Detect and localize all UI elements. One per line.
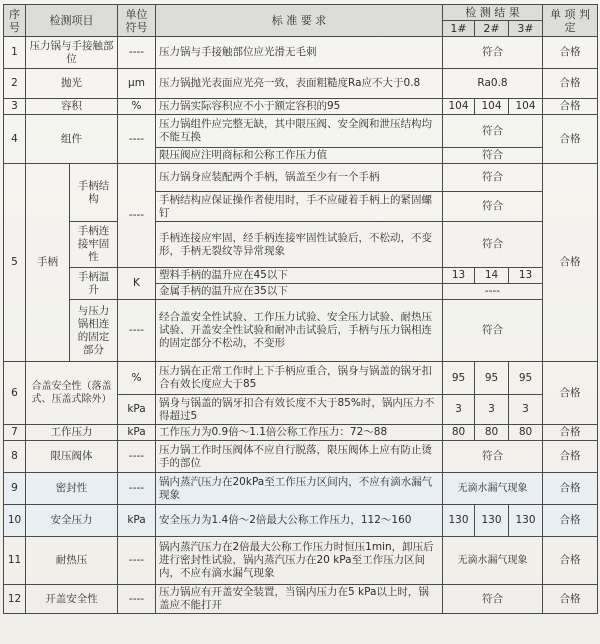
requirement-cell: 压力锅应有开盖安全装置，当锅内压力在5 kPa以上时，锅盖应不能打开: [156, 585, 443, 614]
result-1-cell: 3: [443, 395, 475, 425]
result-cell: ----: [443, 284, 543, 300]
result-3-cell: 3: [509, 395, 543, 425]
result-cell: 符合: [443, 222, 543, 268]
result-2-cell: 3: [475, 395, 509, 425]
table-row: [4, 222, 598, 268]
unit-cell: ----: [118, 164, 156, 268]
requirement-cell: 锅内蒸汽压力在2倍最大公称工作压力时恒压1min，卸压后进行密封性试验，锅内蒸汽压力在20 kPa至工作压力区间内，不应有滴水漏气现象: [156, 537, 443, 585]
group-label: 手柄: [26, 164, 70, 362]
unit-cell: kPa: [118, 505, 156, 537]
unit-cell: %: [118, 362, 156, 395]
verdict-cell: 合格: [543, 505, 598, 537]
table-row: [4, 115, 598, 148]
unit-cell: K: [118, 268, 156, 300]
table-row: [4, 300, 598, 362]
result-1-cell: 130: [443, 505, 475, 537]
result-1-cell: 104: [443, 99, 475, 115]
seq-cell: 9: [4, 473, 26, 505]
verdict-cell: 合格: [543, 362, 598, 425]
unit-cell: kPa: [118, 425, 156, 441]
requirement-cell: 压力锅组件应完整无缺，其中限压阀、安全阀和泄压结构均不能互换: [156, 115, 443, 148]
result-cell: 符合: [443, 37, 543, 69]
result-cell: 符合: [443, 192, 543, 222]
requirement-cell: 压力锅实际容积应不小于额定容积的95: [156, 99, 443, 115]
seq-cell: 2: [4, 69, 26, 99]
result-cell: 无滴水漏气现象: [443, 473, 543, 505]
item-cell: 压力锅与手接触部位: [26, 37, 118, 69]
requirement-cell: 工作压力为0.9倍～1.1倍公称工作压力：72～88: [156, 425, 443, 441]
item-cell: 手柄连接牢固性: [70, 222, 118, 268]
table-row: [4, 537, 598, 585]
seq-cell: 3: [4, 99, 26, 115]
verdict-cell: 合格: [543, 37, 598, 69]
requirement-cell: 手柄结构应保证操作者使用时，手不应碰着手柄上的紧固螺钉: [156, 192, 443, 222]
seq-cell: 4: [4, 115, 26, 164]
verdict-cell: 合格: [543, 115, 598, 164]
unit-cell: kPa: [118, 395, 156, 425]
result-cell: 符合: [443, 115, 543, 148]
verdict-cell: 合格: [543, 441, 598, 473]
result-3-cell: 95: [509, 362, 543, 395]
verdict-cell: 合格: [543, 99, 598, 115]
result-1-cell: 80: [443, 425, 475, 441]
table-row: [4, 268, 598, 284]
col-r2-header: 2#: [475, 21, 509, 37]
item-cell: 合盖安全性（落盖式、压盖式除外）: [26, 362, 118, 425]
verdict-cell: 合格: [543, 537, 598, 585]
item-cell: 耐热压: [26, 537, 118, 585]
verdict-cell: 合格: [543, 585, 598, 614]
result-cell: 符合: [443, 148, 543, 164]
unit-cell: μm: [118, 69, 156, 99]
requirement-cell: 压力锅与手接触部位应光滑无毛刺: [156, 37, 443, 69]
verdict-cell: 合格: [543, 473, 598, 505]
item-cell: 手柄温升: [70, 268, 118, 300]
item-cell: 工作压力: [26, 425, 118, 441]
unit-cell: ----: [118, 300, 156, 362]
table-row: [4, 99, 598, 115]
seq-cell: 6: [4, 362, 26, 425]
table-row: [4, 362, 598, 395]
result-3-cell: 104: [509, 99, 543, 115]
unit-cell: ----: [118, 537, 156, 585]
result-2-cell: 104: [475, 99, 509, 115]
requirement-cell: 锅身与锅盖的锅牙扣合有效长度不大于85%时，锅内压力不得超过5: [156, 395, 443, 425]
col-r1-header: 1#: [443, 21, 475, 37]
unit-cell: ----: [118, 473, 156, 505]
unit-cell: ----: [118, 37, 156, 69]
table-row: [4, 164, 598, 192]
table-row: [4, 585, 598, 614]
table-row: [4, 505, 598, 537]
unit-cell: %: [118, 99, 156, 115]
seq-cell: 10: [4, 505, 26, 537]
inspection-table: [3, 4, 598, 614]
result-3-cell: 130: [509, 505, 543, 537]
seq-cell: 7: [4, 425, 26, 441]
requirement-cell: 金属手柄的温升应在35以下: [156, 284, 443, 300]
table-row: [4, 473, 598, 505]
verdict-cell: 合格: [543, 69, 598, 99]
result-2-cell: 95: [475, 362, 509, 395]
result-cell: 符合: [443, 300, 543, 362]
item-cell: 手柄结构: [70, 164, 118, 222]
seq-cell: 8: [4, 441, 26, 473]
seq-cell: 12: [4, 585, 26, 614]
verdict-cell: 合格: [543, 164, 598, 362]
item-cell: 组件: [26, 115, 118, 164]
item-cell: 与压力锅相连的固定部分: [70, 300, 118, 362]
unit-cell: ----: [118, 441, 156, 473]
col-results-header: 检 测 结 果: [443, 5, 543, 21]
item-cell: 开盖安全性: [26, 585, 118, 614]
seq-cell: 11: [4, 537, 26, 585]
col-verdict-header: 单 项 判 定: [543, 5, 598, 37]
result-1-cell: 95: [443, 362, 475, 395]
requirement-cell: 锅内蒸汽压力在20kPa至工作压力区间内，不应有滴水漏气现象: [156, 473, 443, 505]
result-cell: 符合: [443, 164, 543, 192]
requirement-cell: 压力锅抛光表面应光亮一致，表面粗糙度Ra应不大于0.8: [156, 69, 443, 99]
col-requirement-header: 标 准 要 求: [156, 5, 443, 37]
item-cell: 容积: [26, 99, 118, 115]
result-1-cell: 13: [443, 268, 475, 284]
item-cell: 限压阀体: [26, 441, 118, 473]
result-cell: Ra0.8: [443, 69, 543, 99]
requirement-cell: 安全压力为1.4倍～2倍最大公称工作压力，112～160: [156, 505, 443, 537]
result-3-cell: 80: [509, 425, 543, 441]
col-r3-header: 3#: [509, 21, 543, 37]
table-row: [4, 37, 598, 69]
item-cell: 密封性: [26, 473, 118, 505]
requirement-cell: 压力锅在正常工作时上下手柄应重合，锅身与锅盖的锅牙扣合有效长度应大于85: [156, 362, 443, 395]
requirement-cell: 压力锅工作时压阀体不应自行脱落，限压阀体上应有防止烫手的部位: [156, 441, 443, 473]
item-cell: 安全压力: [26, 505, 118, 537]
seq-cell: 5: [4, 164, 26, 362]
seq-cell: 1: [4, 37, 26, 69]
item-cell: 抛光: [26, 69, 118, 99]
unit-cell: ----: [118, 115, 156, 164]
table-row: [4, 69, 598, 99]
requirement-cell: 手柄连接应牢固，经手柄连接牢固性试验后，不松动，不变形，手柄无裂纹等异常现象: [156, 222, 443, 268]
verdict-cell: 合格: [543, 425, 598, 441]
requirement-cell: 压力锅身应装配两个手柄，锅盖至少有一个手柄: [156, 164, 443, 192]
requirement-cell: 限压阀应注明商标和公称工作压力值: [156, 148, 443, 164]
result-cell: 符合: [443, 585, 543, 614]
requirement-cell: 塑料手柄的温升应在45以下: [156, 268, 443, 284]
col-unit-header: 单位符号: [118, 5, 156, 37]
result-3-cell: 13: [509, 268, 543, 284]
result-cell: 符合: [443, 441, 543, 473]
table-row: [4, 425, 598, 441]
col-seq-header: 序号: [4, 5, 26, 37]
requirement-cell: 经合盖安全性试验、工作压力试验、安全压力试验、耐热压试验、开盖安全性试验和耐冲击试验后，手柄与压力锅相连的固定部分不松动，不变形: [156, 300, 443, 362]
result-2-cell: 130: [475, 505, 509, 537]
table-row: [4, 441, 598, 473]
unit-cell: ----: [118, 585, 156, 614]
result-2-cell: 80: [475, 425, 509, 441]
result-2-cell: 14: [475, 268, 509, 284]
col-item-header: 检测项目: [26, 5, 118, 37]
result-cell: 无滴水漏气现象: [443, 537, 543, 585]
